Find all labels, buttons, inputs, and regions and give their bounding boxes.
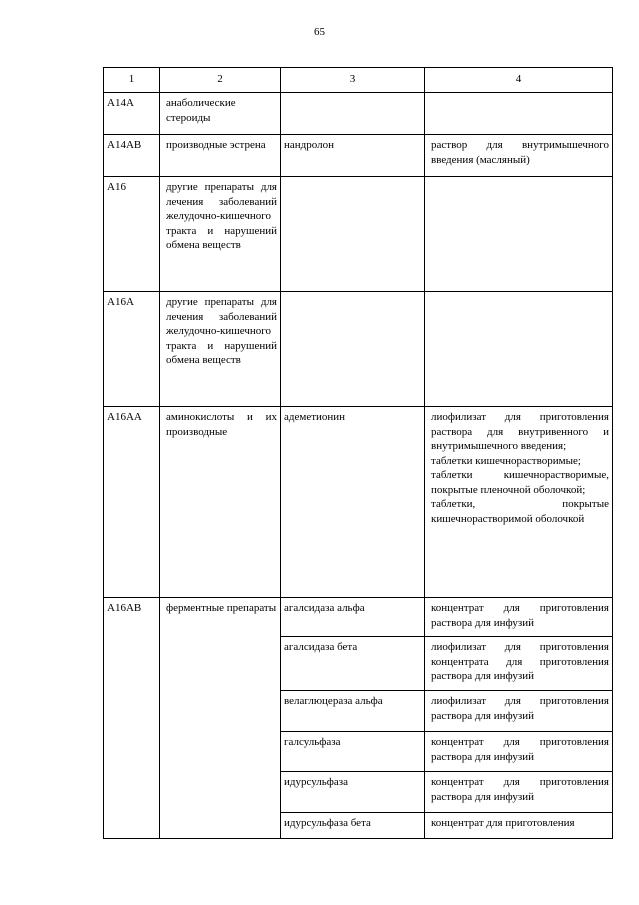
table-row <box>104 93 613 135</box>
column-header-4: 4 <box>425 68 613 93</box>
drug-name: идурсульфаза <box>281 772 425 813</box>
table-row <box>104 177 613 292</box>
dosage-form-line: таблетки, покрытые кишечнорастворимой оболочкой <box>431 498 609 525</box>
dosage-form <box>425 93 613 135</box>
pharmacological-group: производные эстрена <box>160 135 281 177</box>
drug-name: идурсульфаза бета <box>281 813 425 839</box>
dosage-form: концентрат для приготовления <box>425 813 613 839</box>
table-header-row <box>104 68 613 93</box>
drug-name <box>281 292 425 407</box>
table-row <box>104 292 613 407</box>
dosage-form: концентрат для приготовления раствора для инфузий <box>425 732 613 772</box>
dosage-form-line: лиофилизат для приготовления раствора для внутривенного и внутримышечного введения; <box>431 411 609 452</box>
table-row <box>104 407 613 598</box>
medication-table <box>103 67 613 839</box>
atc-code: A16AB <box>104 598 160 839</box>
atc-code: A14AB <box>104 135 160 177</box>
column-header-2: 2 <box>160 68 281 93</box>
dosage-form: концентрат для приготовления раствора для инфузий <box>425 772 613 813</box>
dosage-form: лиофилизат для приготовления раствора для инфузий <box>425 691 613 732</box>
dosage-form: лиофилизат для приготовления концентрата для приготовления раствора для инфузий <box>425 637 613 691</box>
pharmacological-group: ферментные препараты <box>160 598 281 839</box>
column-header-1: 1 <box>104 68 160 93</box>
atc-code: A16 <box>104 177 160 292</box>
column-header-3: 3 <box>281 68 425 93</box>
dosage-form-line: таблетки кишечнорастворимые; <box>431 454 581 467</box>
pharmacological-group: другие препараты для лечения заболеваний желудочно-кишечного тракта и нарушений обмена веществ <box>160 177 281 292</box>
drug-name: адеметионин <box>281 407 425 598</box>
page-number: 65 <box>314 26 325 38</box>
atc-code: A14A <box>104 93 160 135</box>
dosage-form <box>425 292 613 407</box>
drug-name: нандролон <box>281 135 425 177</box>
pharmacological-group: другие препараты для лечения заболеваний желудочно-кишечного тракта и нарушений обмена веществ <box>160 292 281 407</box>
dosage-form <box>425 177 613 292</box>
atc-code: A16AA <box>104 407 160 598</box>
drug-name: галсульфаза <box>281 732 425 772</box>
pharmacological-group: аминокислоты и их производные <box>160 407 281 598</box>
pharmacological-group: анаболические стероиды <box>160 93 281 135</box>
atc-code: A16A <box>104 292 160 407</box>
table-row <box>104 598 613 637</box>
drug-name <box>281 177 425 292</box>
drug-name: велаглюцераза альфа <box>281 691 425 732</box>
drug-name <box>281 93 425 135</box>
drug-name: агалсидаза альфа <box>281 598 425 637</box>
drug-name: агалсидаза бета <box>281 637 425 691</box>
dosage-form: концентрат для приготовления раствора для инфузий <box>425 598 613 637</box>
dosage-form <box>425 407 613 598</box>
dosage-form-line: таблетки кишечнорастворимые, покрытые пленочной оболочкой; <box>431 469 609 496</box>
table-row <box>104 135 613 177</box>
dosage-form: раствор для внутримышечного введения (масляный) <box>425 135 613 177</box>
